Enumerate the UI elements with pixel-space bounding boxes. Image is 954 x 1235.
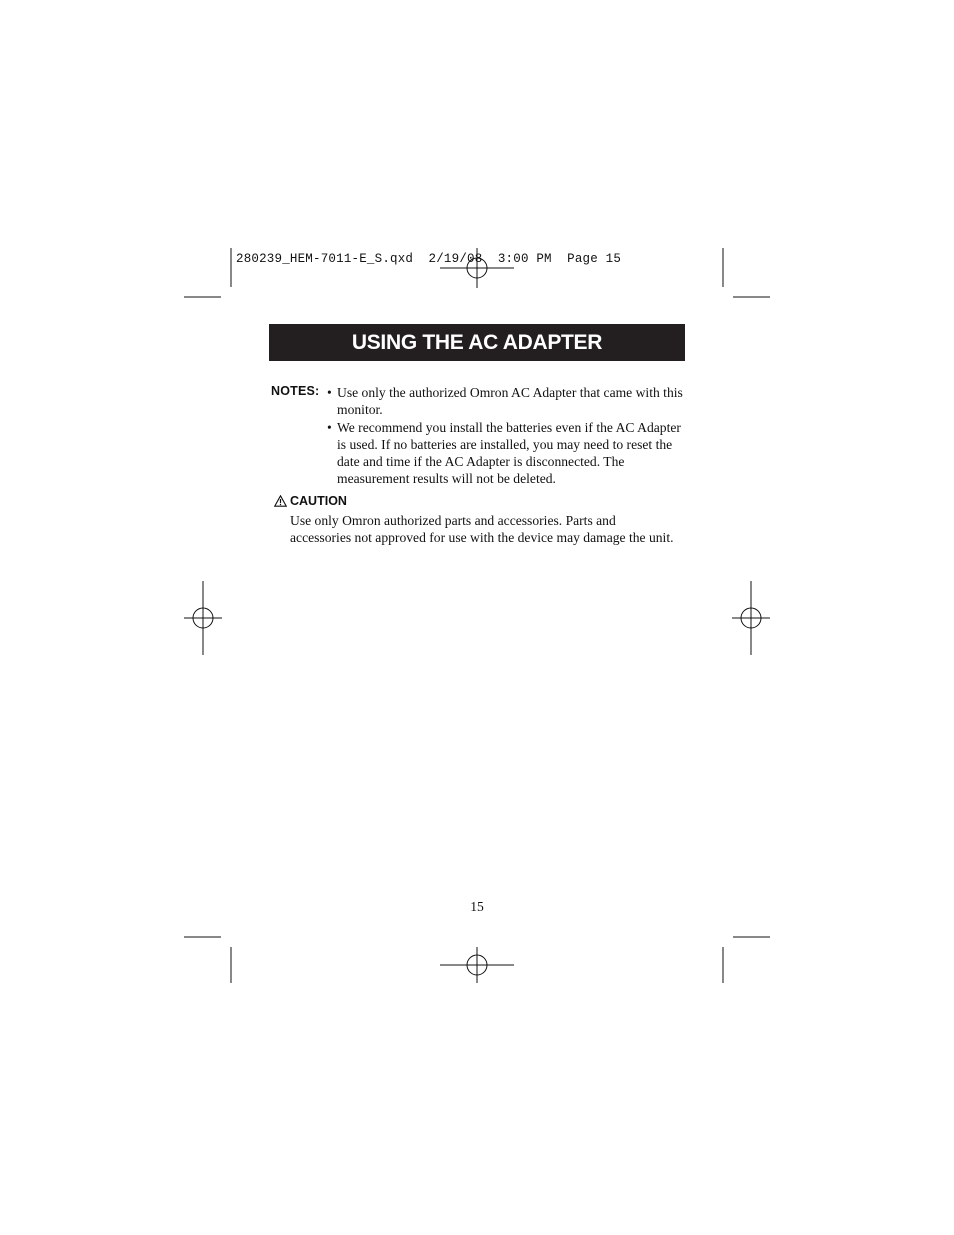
file-slug: 280239_HEM-7011-E_S.qxd 2/19/08 3:00 PM Page 15 — [236, 252, 622, 266]
caution-label: CAUTION — [290, 494, 347, 508]
page-number: 15 — [470, 899, 484, 914]
caution-heading — [274, 494, 347, 508]
notes-list — [327, 384, 687, 488]
note-item — [327, 384, 687, 418]
notes-label: NOTES: — [271, 384, 320, 398]
section-title — [269, 324, 685, 361]
note-text: Use only the authorized Omron AC Adapter that came with this monitor. — [337, 385, 683, 417]
caution-text: Use only Omron authorized parts and accessories. Parts and accessories not approved for use with the device may damage the unit. — [290, 513, 674, 545]
note-text: We recommend you install the batteries even if the AC Adapter is used. If no batteries are installed, you may need to reset the date and time if the AC Adapter is disconnected. The measurement results will not be deleted. — [337, 420, 681, 486]
section-title-text: USING THE AC ADAPTER — [351, 330, 603, 354]
note-item — [327, 419, 687, 487]
warning-triangle-icon — [274, 495, 287, 507]
bullet: • — [327, 385, 332, 400]
registration-mark-right — [732, 581, 770, 655]
bullet: • — [327, 420, 332, 435]
registration-mark-bottom — [440, 947, 514, 983]
registration-mark-left — [184, 581, 222, 655]
